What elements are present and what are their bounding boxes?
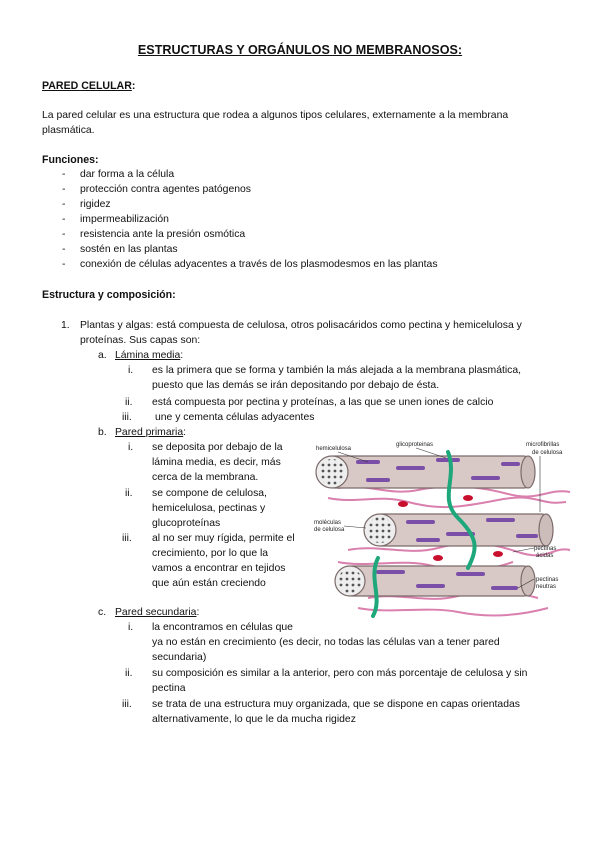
list-item: protección contra agentes patógenos: [80, 184, 251, 195]
list-item: alternativamente, lo que le da mucha rigidez: [152, 714, 356, 725]
cell-wall-diagram: [308, 438, 578, 618]
label-pectinas-acidas-2: ácidas: [536, 553, 554, 559]
funciones-heading: Funciones:: [42, 154, 99, 166]
list-bullet: -: [62, 169, 66, 180]
list-bullet: -: [62, 229, 66, 240]
list-marker: iii.: [122, 412, 132, 423]
list-bullet: -: [62, 214, 66, 225]
list-item: está compuesta por pectina y proteínas, a las que se unen iones de calcio: [152, 397, 494, 408]
list-marker: iii.: [122, 533, 132, 544]
list-marker: 1.: [61, 320, 70, 331]
pared-primaria-label: Pared primaria:: [115, 427, 187, 438]
list-item: hemicelulosa, pectinas y: [152, 503, 266, 514]
section-heading: PARED CELULAR:: [42, 80, 136, 92]
list-item: glucoproteínas: [152, 518, 221, 529]
list-marker: ii.: [125, 668, 133, 679]
list-item: conexión de células adyacentes a través de los plasmodesmos en las plantas: [80, 259, 438, 270]
list-bullet: -: [62, 199, 66, 210]
list-marker: b.: [98, 427, 107, 438]
list-item: vamos a encontrar en tejidos: [152, 563, 286, 574]
list-item: sostén en las plantas: [80, 244, 178, 255]
item1-line-2: proteínas. Sus capas son:: [80, 335, 201, 346]
list-marker: i.: [128, 622, 134, 633]
label-hemicelulosa: hemicelulosa: [316, 446, 352, 452]
cellulose-microfibril: [335, 566, 535, 596]
list-item: rigidez: [80, 199, 111, 210]
label-pectinas-neutras-1: pectinas: [536, 577, 559, 583]
intro-line-1: La pared celular es una estructura que rodea a algunos tipos celulares, externamente a la membrana: [42, 110, 509, 121]
estructura-heading: Estructura y composición:: [42, 289, 176, 301]
list-item: se deposita por debajo de la: [152, 442, 283, 453]
label-moleculas-1: moléculas: [314, 520, 342, 526]
list-item: se trata de una estructura muy organizada, que se dispone en capas orientadas: [152, 699, 520, 710]
list-marker: i.: [128, 442, 134, 453]
list-item: cerca de la membrana.: [152, 472, 259, 483]
list-bullet: -: [62, 184, 66, 195]
cellulose-microfibril: [316, 456, 535, 488]
list-marker: c.: [98, 607, 107, 618]
pared-secundaria-label: Pared secundaria:: [115, 607, 200, 618]
list-item: puesto que las demás se irán depositando por debajo de ésta.: [152, 380, 440, 391]
list-item: impermeabilización: [80, 214, 169, 225]
list-item: al no ser muy rígida, permite el: [152, 533, 295, 544]
list-marker: i.: [128, 365, 134, 376]
list-item: es la primera que se forma y también la más alejada a la membrana plasmática,: [152, 365, 522, 376]
lamina-media-label: Lámina media:: [115, 350, 184, 361]
list-item: resistencia ante la presión osmótica: [80, 229, 246, 240]
list-bullet: -: [62, 244, 66, 255]
list-item: lámina media, es decir, más: [152, 457, 281, 468]
label-moleculas-2: de celulosa: [314, 527, 345, 533]
intro-line-2: plasmática.: [42, 125, 95, 136]
list-marker: a.: [98, 350, 107, 361]
list-item: su composición es similar a la anterior, pero con más porcentaje de celulosa y sin: [152, 668, 528, 679]
list-item: que aún están creciendo: [152, 578, 266, 589]
list-item: secundaria): [152, 652, 207, 663]
list-item: une y cementa células adyacentes: [155, 412, 315, 423]
label-microfibrillas-1: microfibrillas: [526, 442, 560, 448]
page-title: ESTRUCTURAS Y ORGÁNULOS NO MEMBRANOSOS:: [137, 43, 463, 57]
item1-line-1: Plantas y algas: está compuesta de celulosa, otros polisacáridos como pectina y hemicelulosa y: [80, 320, 522, 331]
list-marker: ii.: [125, 397, 133, 408]
list-item: dar forma a la célula: [80, 169, 175, 180]
list-item: ya no están en crecimiento (es decir, no todas las células van a tener pared: [152, 637, 500, 648]
list-marker: iii.: [122, 699, 132, 710]
list-item: la encontramos en células que: [152, 622, 293, 633]
list-item: pectina: [152, 683, 186, 694]
list-item: se compone de celulosa,: [152, 488, 267, 499]
label-pectinas-neutras-2: neutras: [536, 584, 557, 590]
list-bullet: -: [62, 259, 66, 270]
list-item: crecimiento, por lo que la: [152, 548, 269, 559]
label-pectinas-acidas-1: pectinas: [534, 546, 557, 552]
label-glicoproteinas: glicoproteinas: [396, 442, 434, 448]
label-microfibrillas-2: de celulosa: [532, 450, 563, 456]
list-marker: ii.: [125, 488, 133, 499]
